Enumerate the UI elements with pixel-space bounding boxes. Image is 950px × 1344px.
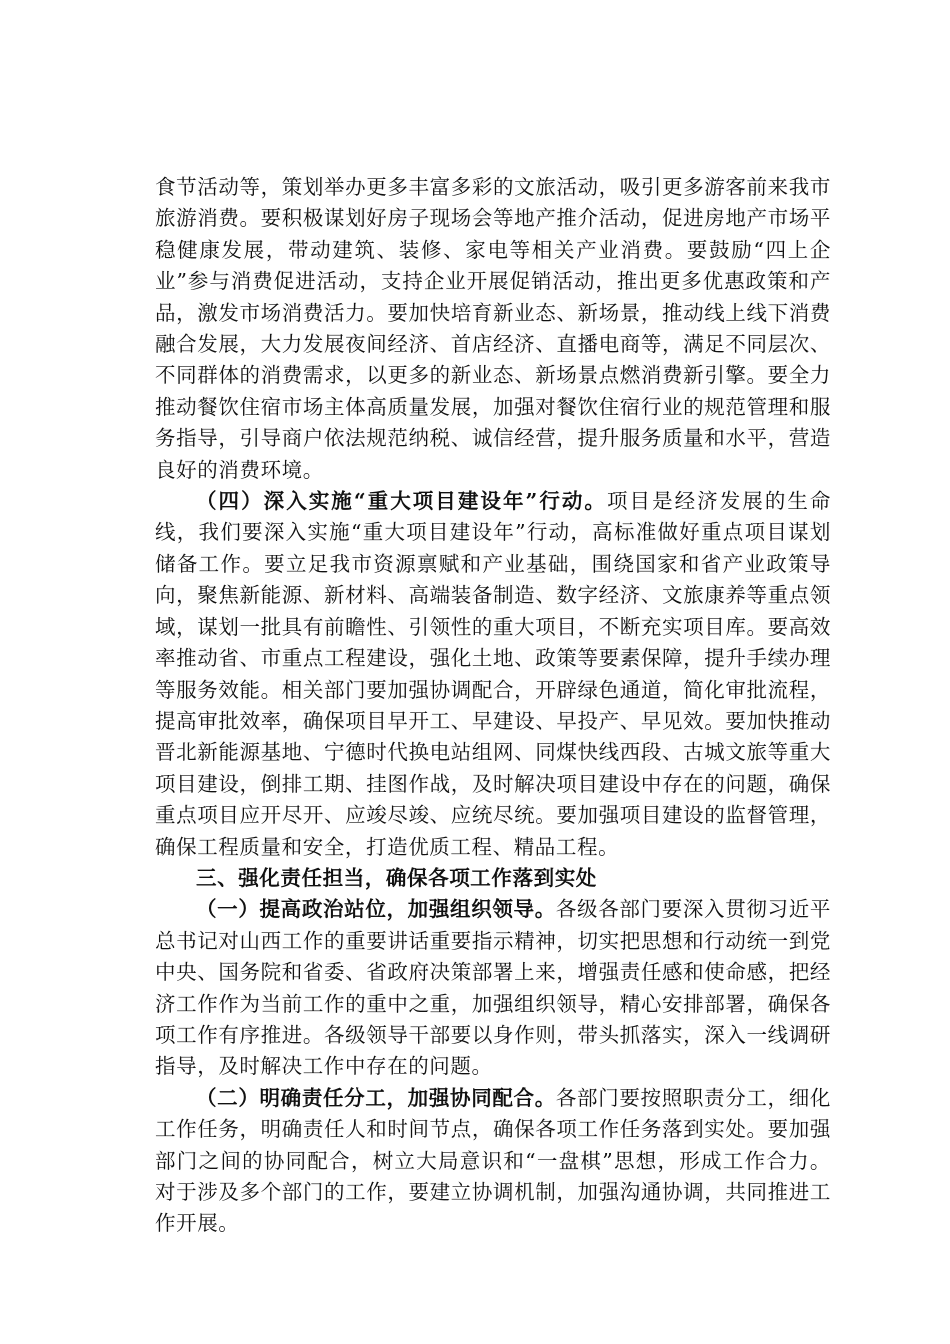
paragraph-responsibility-division — [155, 1083, 831, 1240]
paragraph-major-projects — [155, 486, 831, 863]
paragraph-body: 食节活动等，策划举办更多丰富多彩的文旅活动，吸引更多游客前来我市旅游消费。要积极谋划好房子现场会等地产推介活动，促进房地产市场平稳健康发展，带动建筑、装修、家电等相关产业消费。要鼓励“四上企业”参与消费促进活动，支持企业开展促销活动，推出更多优惠政策和产品，激发市场消费活力。要加快培育新业态、新场景，推动线上线下消费融合发展，大力发展夜间经济、首店经济、直播电商等，满足不同层次、不同群体的消费需求，以更多的新业态、新场景点燃消费新引擎。要全力推动餐饮住宿市场主体高质量发展，加强对餐饮住宿行业的规范管理和服务指导，引导商户依法规范纳税、诚信经营，提升服务质量和水平，营造良好的消费环境。 — [155, 175, 831, 482]
section-heading — [155, 863, 831, 894]
paragraph-consumption-continued — [155, 172, 831, 486]
paragraph-lead-heading: （四）深入实施“重大项目建设年”行动。 — [196, 489, 607, 514]
paragraph-lead-heading: （一）提高政治站位，加强组织领导。 — [196, 897, 556, 922]
paragraph-lead-heading: （二）明确责任分工，加强协同配合。 — [196, 1085, 556, 1110]
paragraph-body: 项目是经济发展的生命线，我们要深入实施“重大项目建设年”行动，高标准做好重点项目谋划储备工作。要立足我市资源禀赋和产业基础，围绕国家和省产业政策导向，聚焦新能源、新材料、高端装备制造、数字经济、文旅康养等重点领域，谋划一批具有前瞻性、引领性的重大项目，不断充实项目库。要高效率推动省、市重点工程建设，强化土地、政策等要素保障，提升手续办理等服务效能。相关部门要加强协调配合，开辟绿色通道，简化审批流程，提高审批效率，确保项目早开工、早建设、早投产、早见效。要加快推动晋北新能源基地、宁德时代换电站组网、同煤快线西段、古城文旅等重大项目建设，倒排工期、挂图作战，及时解决项目建设中存在的问题，确保重点项目应开尽开、应竣尽竣、应统尽统。要加强项目建设的监督管理，确保工程质量和安全，打造优质工程、精品工程。 — [155, 489, 832, 859]
paragraph-body: 各部门要按照职责分工，细化工作任务，明确责任人和时间节点，确保各项工作任务落到实处。要加强部门之间的协同配合，树立大局意识和“一盘棋”思想，形成工作合力。对于涉及多个部门的工作，要建立协调机制，加强沟通协调，共同推进工作开展。 — [155, 1085, 831, 1236]
paragraph-political-standing — [155, 894, 831, 1082]
paragraph-body: 各级各部门要深入贯彻习近平总书记对山西工作的重要讲话重要指示精神，切实把思想和行动统一到党中央、国务院和省委、省政府决策部署上来，增强责任感和使命感，把经济工作作为当前工作的重中之重，加强组织领导，精心安排部署，确保各项工作有序推进。各级领导干部要以身作则，带头抓落实，深入一线调研指导，及时解决工作中存在的问题。 — [155, 897, 831, 1079]
document-page — [155, 172, 831, 1240]
section-heading-text: 三、强化责任担当，确保各项工作落到实处 — [196, 865, 597, 890]
